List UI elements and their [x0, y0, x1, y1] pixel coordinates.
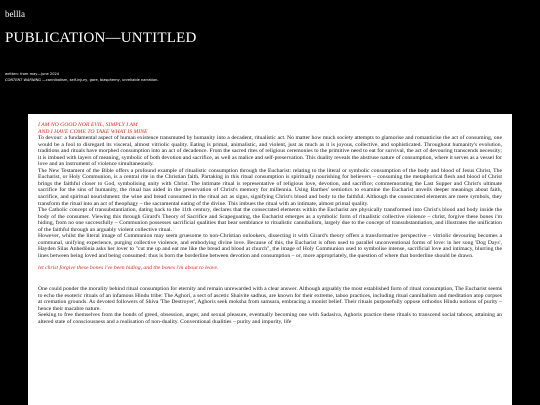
paragraph-1: To devour: a fundamental aspect of human existence transmuted by humanity into a decadent, ritualistic act. No matter how much society attempts to glamorise and romanticise the act of consuming, one would be a fool to disregard its visceral, almost vitriolic quality. Eating is primal, animalistic, and violent, just as much as it is joyous, collective, and sophisticated. Throughout humanity's evolution, traditions and rituals have morphed consumption into an act of decadence. From the sacred rites of religious ceremonies to the primitive need to eat for survival, the act of devouring transcends necessity; it is imbued with layers of meaning, symbolic of both devotion and sacrifice, as well as malice and self-preservation. This duality reveals the abstruse nature of consumption, where it serves as a vessel for love and an instrument of violence simultaneously.: [38, 135, 502, 168]
paragraph-6: Seeking to free themselves from the bonds of greed, obsession, anger, and sexual pleasure, eventually becoming one with Sadasiva, Aghoris practice these rituals to transcend social taboos, attaining an altered state of consciousness and a realisation of non-duality. Conventional dualities – purity and impurity, life: [38, 312, 502, 325]
site-name[interactable]: bellla: [5, 9, 25, 19]
epigraph-line-1: I AM NO GOOD NOR EVIL, SIMPLY I AM: [38, 122, 138, 128]
written-date: written: from may—june 2024: [5, 72, 60, 76]
content-warning: [5, 78, 159, 84]
paragraph-2: The New Testament of the Bible offers a profound example of ritualistic consumption through the Eucharist: relating to the literal or symbolic consumption of the body and blood of Jesus Christ, The Eucharist, or Holy Communion, is a central rite in the Christian faith. Partaking in this ritual consumption is spiritually nourishing for believers – consuming the metaphorical flesh and blood of Christ brings the faithful closer to God, symbolising unity with Christ. The intimate ritual is representative of religious love, devotion, and sacrifice; commemorating the Last Supper and Christ's ultimate sacrifice for the sins of humanity, the ritual has aided in the preservation of Christ's memory for millennia. Using Barthes' semiotics to examine the Eucharist unveils deeper meanings about faith, sacrifice, and spiritual nourishment: the wine and bread consumed in the ritual act as signs, signifying Christ's blood and body to the faithful. Although the consecrated elements are mere symbols, they transform the ritual into an act of theophagy – the sacramental eating of the divine. This imbues the ritual with an intimate, almost primal quality.: [38, 167, 502, 207]
paragraph-3: The Catholic concept of transubstantiation, dating back to the 11th century, declares that the consecrated elements within the Eucharist are physically transformed into Christ's blood and body inside the body of the consumer. Viewing this through Girard's Theory of Sacrifice and Scapegoating, the Eucharist emerges as a symbolic form of ritualistic collective violence – christ, forgive these bones i'm hiding, from no one successfully – Communion possesses sacrificial qualities that bear semblance to ritualistic cannibalism, largely due to the concept of transubstantiation, and illustrates the unification of the faithful through an arguably violent collective ritual.: [38, 207, 502, 233]
paragraph-5: One could ponder the morality behind ritual consumption for eternity and remain unrewarded with a clear answer. Although arguably the most established form of ritual consumption, The Eucharist seems to echo the esoteric rituals of an infamous Hindu tribe: The Aghori, a sect of ascetic Shaivite sadhus, are known for their extreme, taboo practices, including ritual cannibalism and meditation atop corpses at cremation grounds. As devoted followers of Shiva 'The Destroyer', Aghoris seek moksha from samsara, embracing a monist belief. Their rituals purposefully oppose orthodox Hindu notions of purity – hence their macabre nature.: [38, 286, 502, 312]
content-warning-label: CONTENT WARNING: [5, 77, 42, 82]
red-quote: let christ forgive these bones i've been hiding, and the bones i'm about to leave.: [38, 265, 219, 272]
epigraph-line-2: AND I HAVE COME TO TAKE WHAT IS MINE: [38, 128, 148, 135]
document-page: [28, 114, 512, 405]
post-meta: [5, 72, 159, 84]
document-body: [28, 114, 512, 325]
paragraph-4: However, whilst the literal image of Communion may seem gruesome to non-Christian onlookers, dissecting it with Girard's theory offers a transformative perspective – vitriolic devouring becomes a communal, unifying experience, purging collective violence, and embodying divine love. Because of this, the Eucharist is often used to parallel unconventional forms of love: in her song 'Dog Days', Hayden Silas Anhedönia asks her lover to "cut me up and eat me like the bread and blood at church", the image of Holy Communion used to symbolise intense, sacrificial love and intimacy, blurring the lines between being loved and being consumed: thus is born the borderline between devotion and consumption – or, more appropriately, the question of where that borderline should be drawn.: [38, 233, 502, 259]
page-title: PUBLICATION—UNTITLED: [5, 30, 197, 46]
content-warning-text: —cannibalism, self-injury, gore, blasphemy, unreliable narration.: [41, 77, 159, 82]
